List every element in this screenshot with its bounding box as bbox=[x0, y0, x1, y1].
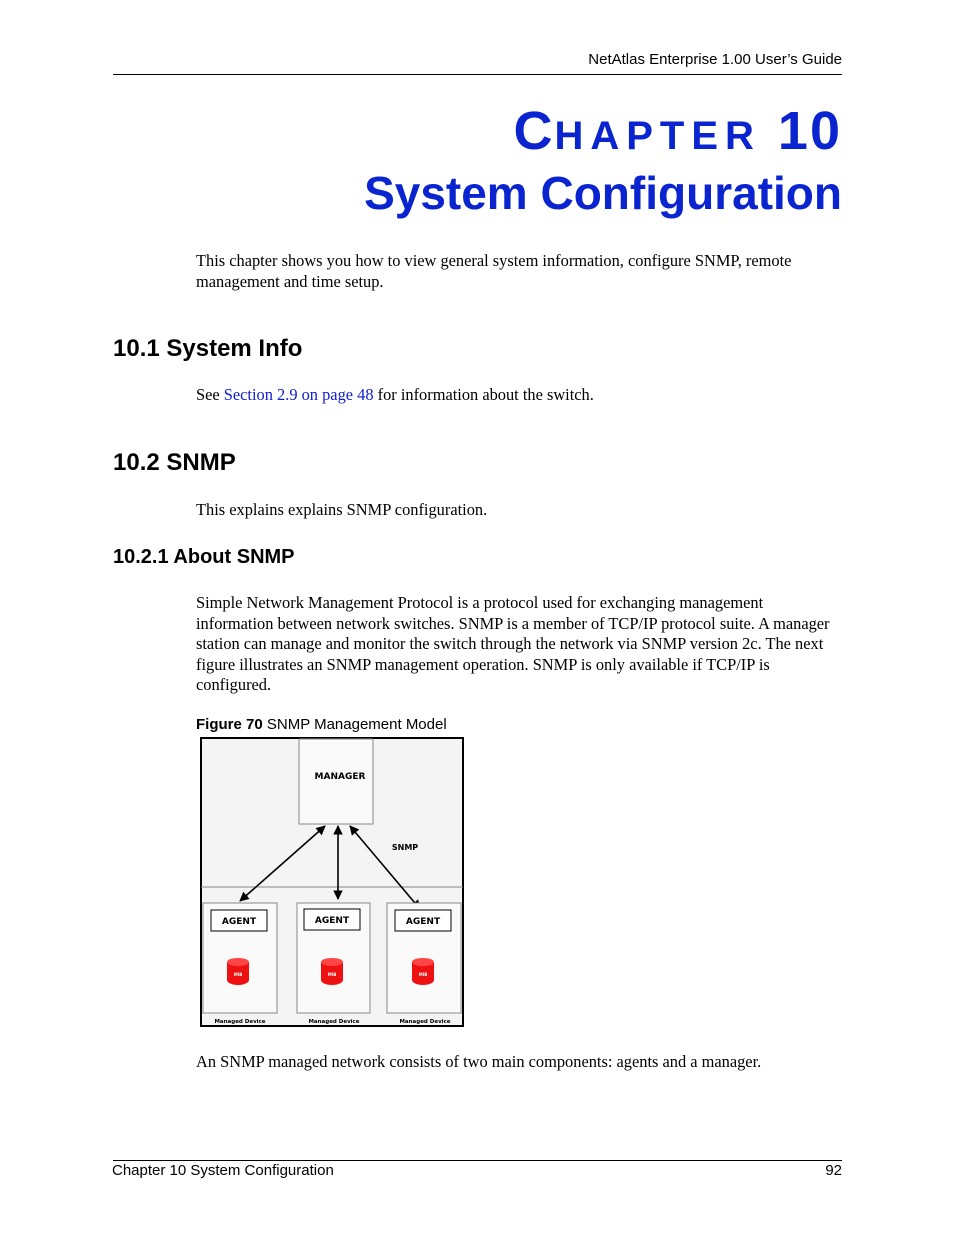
snmp-management-diagram bbox=[200, 737, 464, 1027]
snmp-label: SNMP bbox=[391, 843, 419, 852]
chapter-word-rest: HAPTER bbox=[554, 114, 761, 158]
footer-rule bbox=[113, 1160, 842, 1161]
mib-label: MIB bbox=[418, 972, 428, 977]
device-label: Managed Device bbox=[399, 1019, 451, 1025]
header-rule bbox=[113, 74, 842, 75]
manager-label: MANAGER bbox=[314, 772, 366, 782]
system-info-text-before: See bbox=[196, 385, 224, 404]
system-info-text-after: for information about the switch. bbox=[373, 385, 594, 404]
figure-caption-text: SNMP Management Model bbox=[266, 716, 447, 733]
managed-device-1 bbox=[203, 903, 277, 1025]
device-label: Managed Device bbox=[214, 1019, 266, 1025]
section-heading-snmp: 10.2 SNMP bbox=[113, 449, 236, 476]
closing-paragraph: An SNMP managed network consists of two main components: agents and a manager. bbox=[196, 1052, 762, 1071]
subsection-heading-about-snmp: 10.2.1 About SNMP bbox=[113, 546, 295, 568]
figure-caption bbox=[196, 716, 447, 733]
agent-label: AGENT bbox=[405, 917, 441, 927]
system-info-paragraph bbox=[196, 385, 836, 406]
mib-label: MIB bbox=[327, 972, 337, 977]
snmp-paragraph: This explains explains SNMP configuration. bbox=[196, 500, 488, 519]
chapter-word-initial: C bbox=[513, 101, 555, 161]
running-header: NetAtlas Enterprise 1.00 User’s Guide bbox=[588, 51, 842, 68]
device-label: Managed Device bbox=[308, 1019, 360, 1025]
chapter-number: 10 bbox=[777, 101, 842, 161]
agent-label: AGENT bbox=[221, 917, 257, 927]
mib-database-top bbox=[412, 958, 434, 966]
footer-chapter-title: Chapter 10 System Configuration bbox=[112, 1162, 334, 1179]
chapter-number-line bbox=[513, 100, 842, 162]
page-number: 92 bbox=[825, 1162, 842, 1179]
section-link[interactable]: Section 2.9 on page 48 bbox=[223, 385, 374, 404]
mib-database-top bbox=[321, 958, 343, 966]
agent-label: AGENT bbox=[314, 916, 350, 926]
mib-label: MIB bbox=[233, 972, 243, 977]
managed-device-2 bbox=[297, 903, 370, 1025]
about-snmp-paragraph: Simple Network Management Protocol is a protocol used for exchanging management information between network switches. SNMP is a member of TCP/IP protocol suite. A manager station can manage and monitor the switch through the network via SNMP version 2c. The next figure illustrates an SNMP management operation. SNMP is only available if TCP/IP is configured. bbox=[196, 593, 830, 694]
intro-paragraph: This chapter shows you how to view general system information, configure SNMP, remote management and time setup. bbox=[196, 251, 792, 291]
section-heading-system-info: 10.1 System Info bbox=[113, 335, 303, 362]
mib-database-top bbox=[227, 958, 249, 966]
chapter-title: System Configuration bbox=[364, 167, 842, 219]
managed-device-3 bbox=[387, 903, 461, 1025]
figure-label: Figure 70 bbox=[196, 716, 263, 733]
